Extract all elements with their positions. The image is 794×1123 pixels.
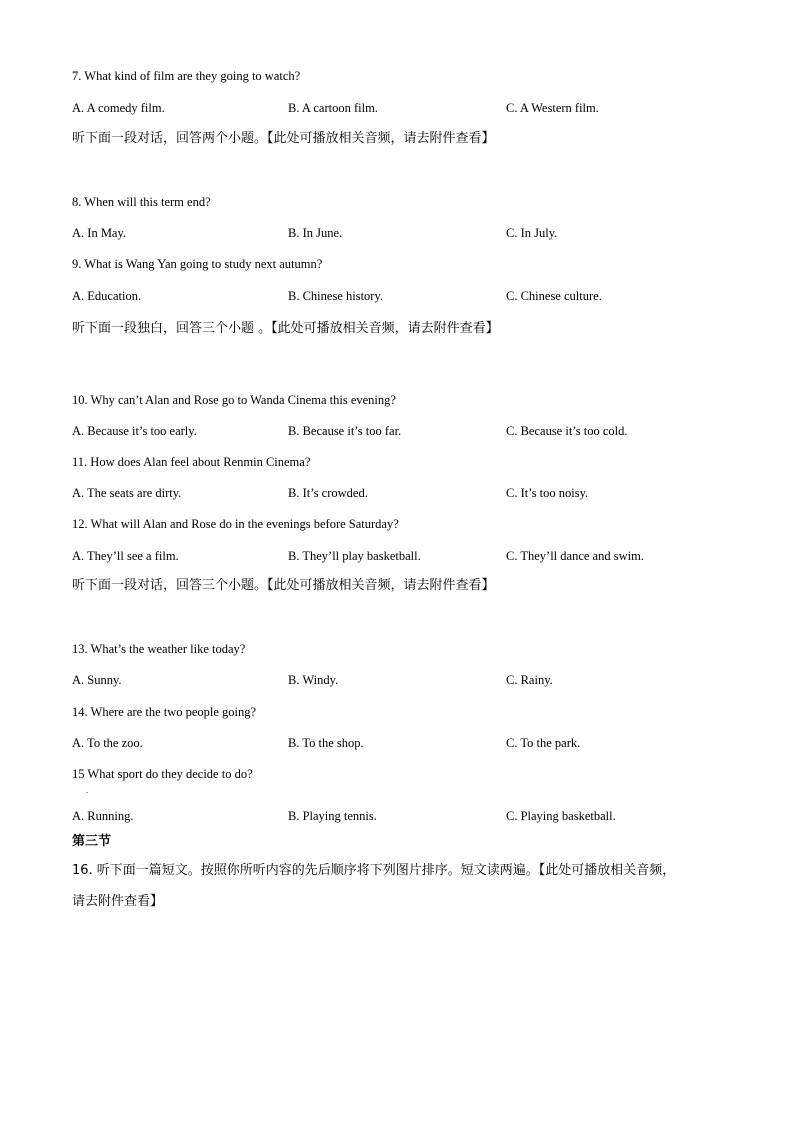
question-10-option-b: B. Because it’s too far.: [288, 424, 402, 438]
question-7-option-b: B. A cartoon film.: [288, 101, 378, 115]
question-15-option-b: B. Playing tennis.: [288, 809, 377, 823]
stray-dot-mark: .: [86, 786, 88, 795]
question-12-option-b: B. They’ll play basketball.: [288, 549, 421, 563]
question-14-option-c: C. To the park.: [506, 736, 581, 750]
question-14-option-b: B. To the shop.: [288, 736, 364, 750]
question-9: 9. What is Wang Yan going to study next autumn?: [72, 257, 323, 271]
question-12-option-a: A. They’ll see a film.: [72, 549, 179, 563]
listening-instruction-3: 听下面一段对话，回答三个小题。【此处可播放相关音频，请去附件查看】: [72, 578, 495, 593]
question-8-option-c: C. In July.: [506, 226, 558, 240]
question-11-option-b: B. It’s crowded.: [288, 486, 368, 500]
question-10: 10. Why can’t Alan and Rose go to Wanda Cinema this evening?: [72, 393, 396, 407]
question-13-option-a: A. Sunny.: [72, 673, 122, 687]
question-9-option-b: B. Chinese history.: [288, 289, 384, 303]
question-9-option-a: A. Education.: [72, 289, 142, 303]
question-8-option-b: B. In June.: [288, 226, 343, 240]
question-11-option-a: A. The seats are dirty.: [72, 486, 182, 500]
question-15-option-a: A. Running.: [72, 809, 134, 823]
question-7: 7. What kind of film are they going to watch?: [72, 69, 301, 83]
section-three-heading: 第三节: [72, 834, 112, 849]
listening-instruction-2: 听下面一段独白，回答三个小题 。【此处可播放相关音频，请去附件查看】: [72, 321, 499, 336]
question-13-option-c: C. Rainy.: [506, 673, 553, 687]
question-13-option-b: B. Windy.: [288, 673, 339, 687]
question-16-line-2: 请去附件查看】: [72, 894, 164, 909]
question-7-option-a: A. A comedy film.: [72, 101, 165, 115]
question-10-option-c: C. Because it’s too cold.: [506, 424, 628, 438]
question-11-option-c: C. It’s too noisy.: [506, 486, 589, 500]
question-7-option-c: C. A Western film.: [506, 101, 599, 115]
question-13: 13. What’s the weather like today?: [72, 642, 246, 656]
question-15: 15 What sport do they decide to do?: [72, 767, 253, 781]
listening-instruction-1: 听下面一段对话，回答两个小题。【此处可播放相关音频，请去附件查看】: [72, 131, 495, 146]
question-10-option-a: A. Because it’s too early.: [72, 424, 197, 438]
question-14-option-a: A. To the zoo.: [72, 736, 143, 750]
question-15-option-c: C. Playing basketball.: [506, 809, 616, 823]
question-12: 12. What will Alan and Rose do in the evenings before Saturday?: [72, 517, 399, 531]
question-11: 11. How does Alan feel about Renmin Cinema?: [72, 455, 311, 469]
question-12-option-c: C. They’ll dance and swim.: [506, 549, 644, 563]
question-8-option-a: A. In May.: [72, 226, 127, 240]
question-9-option-c: C. Chinese culture.: [506, 289, 602, 303]
question-8: 8. When will this term end?: [72, 195, 211, 209]
question-14: 14. Where are the two people going?: [72, 705, 257, 719]
question-16-line-1: 16. 听下面一篇短文。按照你所听内容的先后顺序将下列图片排序。短文读两遍。【此处可播放相关音频，: [72, 863, 676, 878]
